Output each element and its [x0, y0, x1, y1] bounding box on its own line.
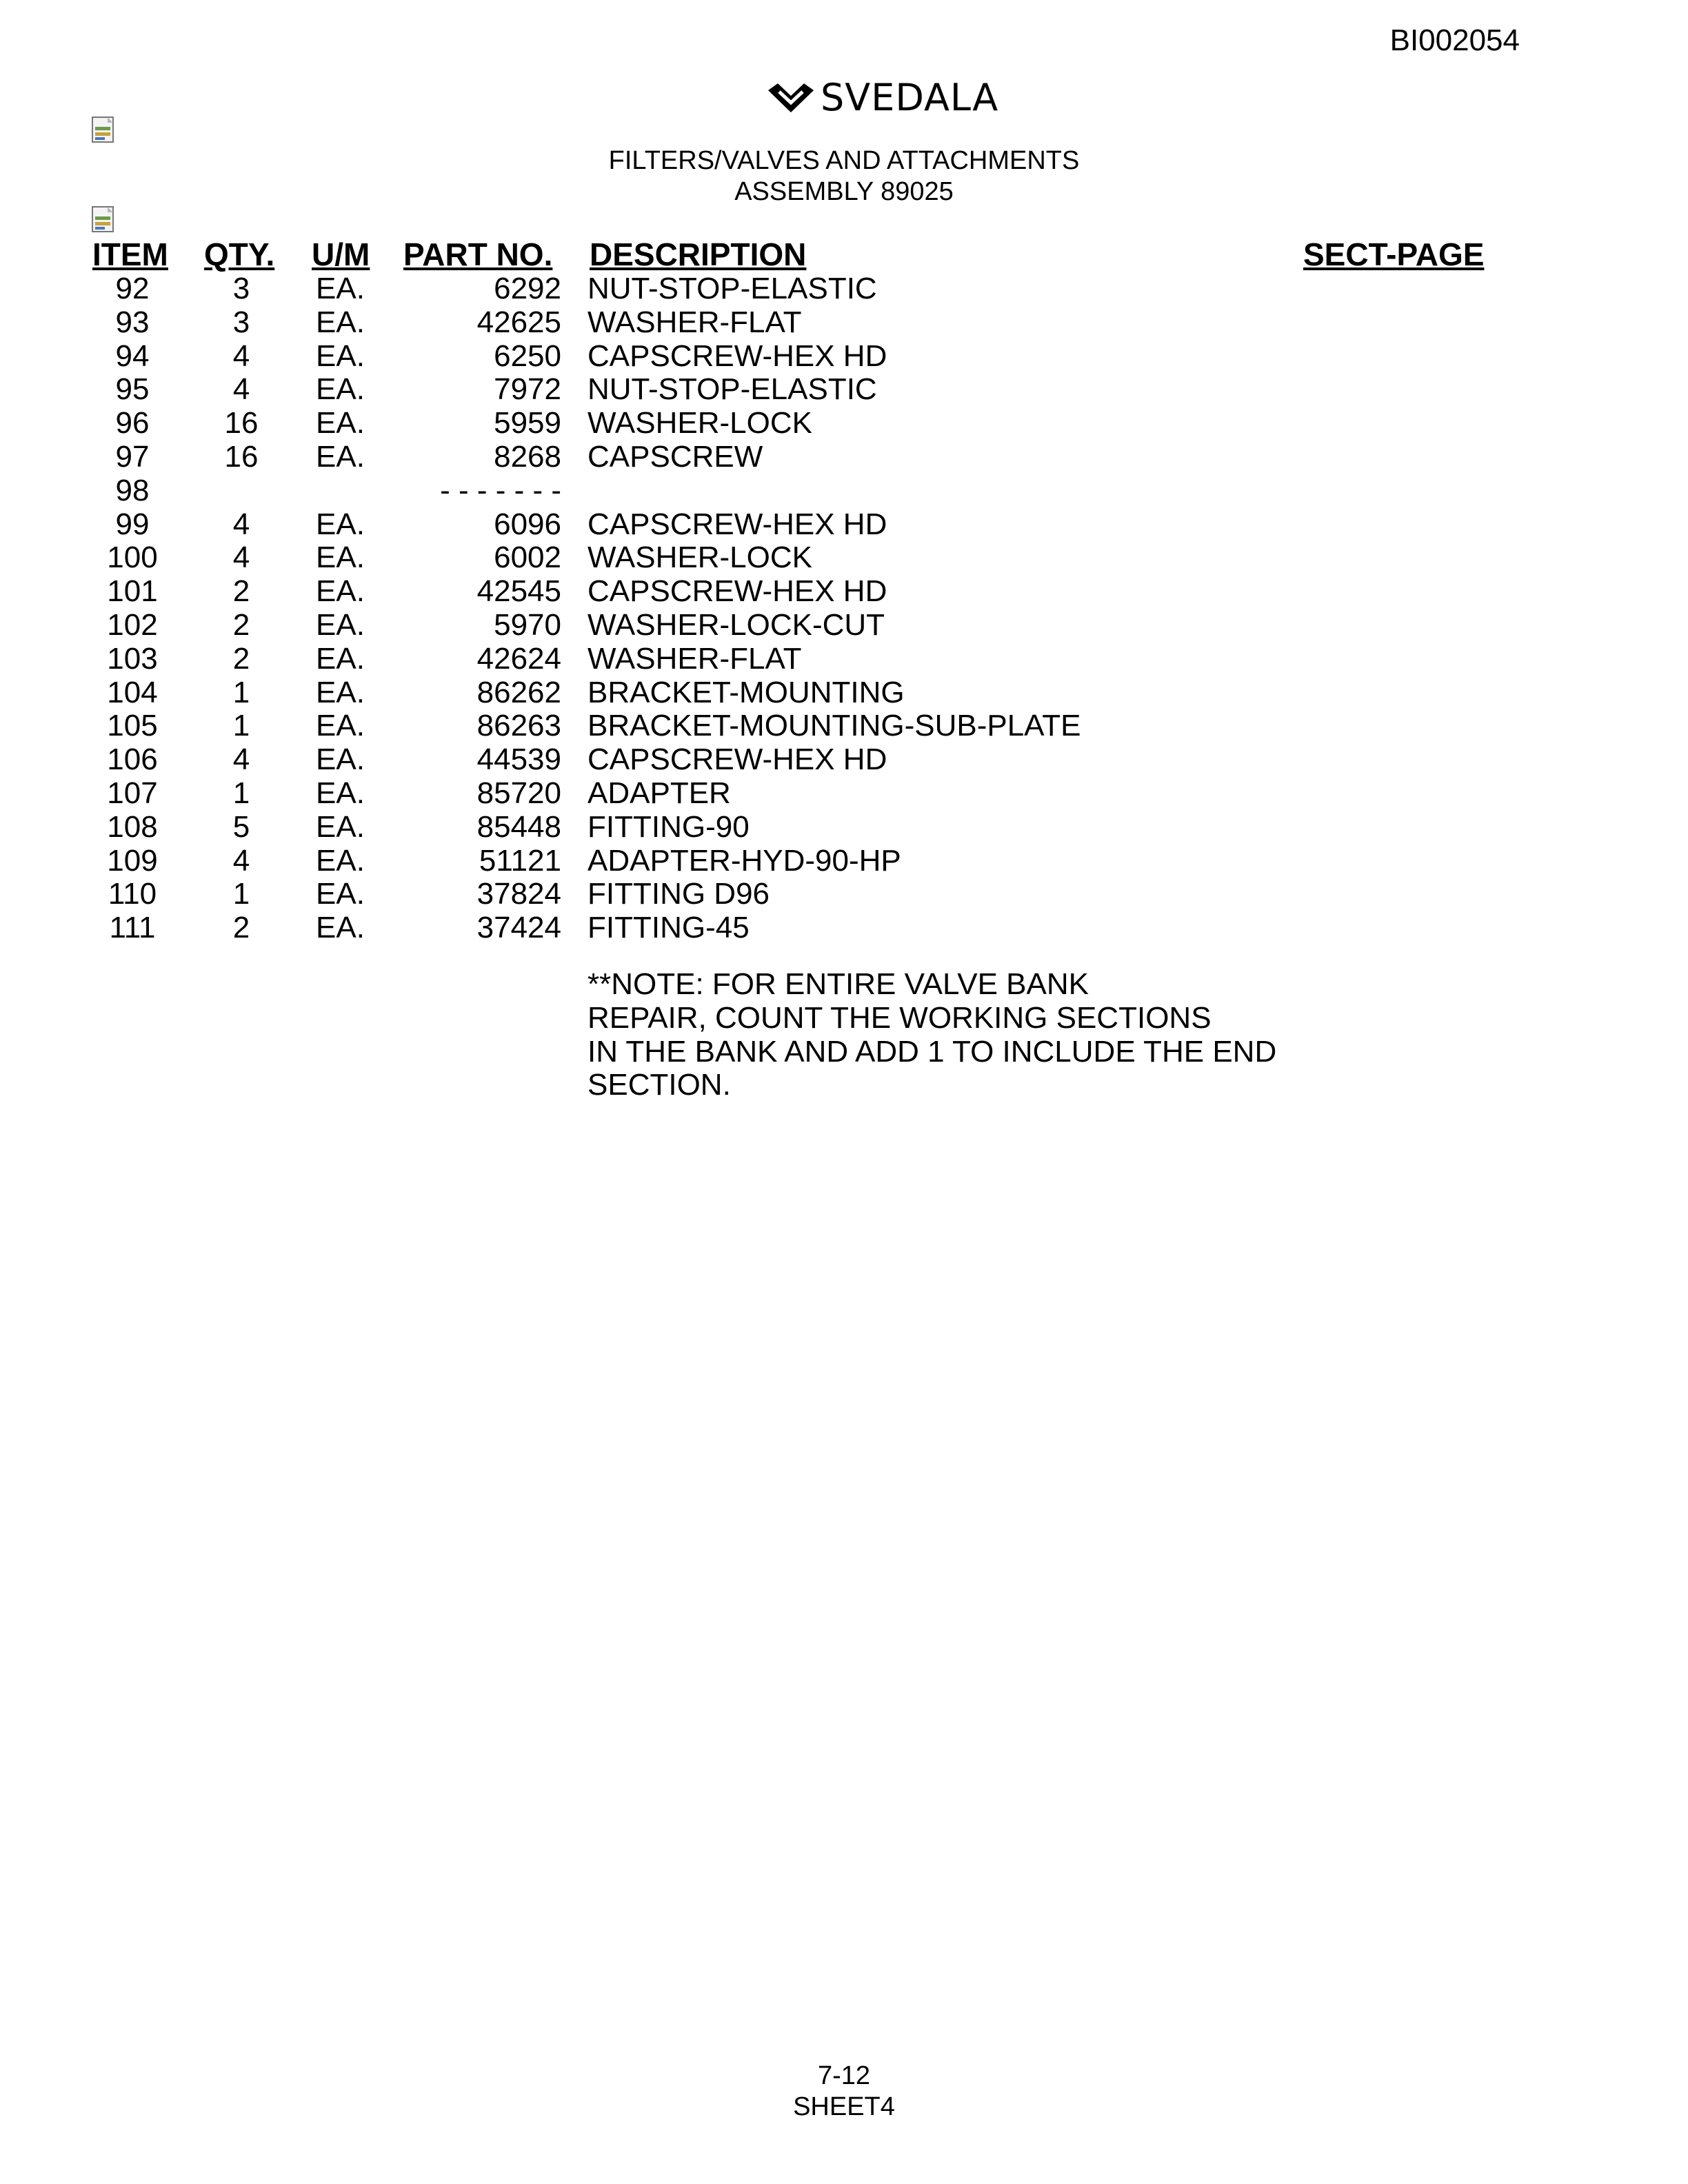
note-line: IN THE BANK AND ADD 1 TO INCLUDE THE END — [587, 1034, 1277, 1069]
note-line: REPAIR, COUNT THE WORKING SECTIONS — [587, 1000, 1212, 1035]
um-cell: EA. — [316, 742, 365, 777]
part-no-cell: 44539 — [476, 742, 561, 777]
item-cell: 103 — [107, 641, 158, 676]
um-cell: EA. — [316, 439, 365, 474]
part-no-cell: 5970 — [494, 607, 561, 642]
qty-cell: 4 — [232, 742, 250, 777]
table-row — [0, 608, 1688, 642]
qty-cell: 3 — [232, 272, 250, 305]
um-cell: EA. — [316, 272, 365, 305]
table-row — [0, 440, 1688, 474]
um-cell: EA. — [316, 877, 365, 911]
description-cell: ADAPTER — [587, 776, 731, 810]
um-cell: EA. — [316, 406, 365, 441]
qty-cell: 4 — [232, 540, 250, 575]
part-no-cell: 6096 — [494, 507, 561, 541]
table-row — [0, 372, 1688, 406]
qty-cell: 2 — [232, 911, 250, 945]
description-cell: WASHER-LOCK — [587, 540, 812, 575]
part-no-cell: 37824 — [476, 877, 561, 911]
part-no-cell: 37424 — [476, 911, 561, 945]
part-no-cell: - - - - - - - — [440, 473, 561, 507]
description-cell: WASHER-LOCK-CUT — [587, 607, 885, 642]
item-cell: 94 — [115, 338, 150, 373]
item-cell: 102 — [107, 607, 158, 642]
um-cell: EA. — [316, 540, 365, 575]
item-cell: 104 — [107, 675, 158, 709]
description-cell: NUT-STOP-ELASTIC — [587, 372, 877, 407]
table-row — [0, 272, 1688, 305]
table-row — [0, 305, 1688, 339]
item-cell: 95 — [115, 372, 150, 407]
table-row — [0, 507, 1688, 541]
um-cell: EA. — [316, 675, 365, 709]
table-row — [0, 810, 1688, 844]
table-row — [0, 709, 1688, 742]
description-cell: WASHER-FLAT — [587, 305, 802, 339]
qty-cell: 1 — [232, 709, 250, 743]
description-cell: FITTING-90 — [587, 809, 750, 844]
note-line: **NOTE: FOR ENTIRE VALVE BANK — [587, 967, 1089, 1001]
um-cell: EA. — [316, 507, 365, 541]
um-cell: EA. — [316, 305, 365, 339]
column-header-um: U/M — [312, 236, 370, 272]
um-cell: EA. — [316, 809, 365, 844]
item-cell: 97 — [115, 439, 150, 474]
part-no-cell: 42545 — [476, 574, 561, 609]
part-no-cell: 85448 — [476, 809, 561, 844]
note-block — [587, 968, 1276, 1102]
part-no-cell: 8268 — [494, 439, 561, 474]
qty-cell: 1 — [232, 877, 250, 911]
brand-name: SVEDALA — [821, 76, 999, 119]
part-no-cell: 42624 — [476, 641, 561, 676]
part-no-cell: 42625 — [476, 305, 561, 339]
description-cell: NUT-STOP-ELASTIC — [587, 272, 877, 305]
item-cell: 106 — [107, 742, 158, 777]
svedala-logo-icon — [765, 81, 816, 115]
part-no-cell: 6002 — [494, 540, 561, 575]
item-cell: 98 — [115, 473, 150, 507]
part-no-cell: 85720 — [476, 776, 561, 810]
qty-cell: 2 — [232, 607, 250, 642]
part-no-cell: 5959 — [494, 406, 561, 441]
item-cell: 92 — [115, 272, 150, 305]
qty-cell: 16 — [224, 439, 259, 474]
table-row — [0, 574, 1688, 608]
qty-cell: 4 — [232, 338, 250, 373]
assembly-number: ASSEMBLY 89025 — [734, 177, 954, 206]
table-row — [0, 406, 1688, 440]
column-header-description: DESCRIPTION — [590, 236, 807, 272]
um-cell: EA. — [316, 911, 365, 945]
part-no-cell: 7972 — [494, 372, 561, 407]
item-cell: 111 — [109, 911, 156, 945]
um-cell: EA. — [316, 843, 365, 878]
part-no-cell: 86263 — [476, 709, 561, 743]
um-cell: EA. — [316, 574, 365, 609]
item-cell: 107 — [107, 776, 158, 810]
qty-cell: 1 — [232, 675, 250, 709]
qty-cell: 5 — [232, 809, 250, 844]
qty-cell: 16 — [224, 406, 259, 441]
description-cell: FITTING-45 — [587, 911, 750, 945]
description-cell: WASHER-LOCK — [587, 406, 812, 441]
description-cell: CAPSCREW — [587, 439, 763, 474]
um-cell: EA. — [316, 607, 365, 642]
qty-cell: 3 — [232, 305, 250, 339]
description-cell: WASHER-FLAT — [587, 641, 802, 676]
column-header-sect-page: SECT-PAGE — [1303, 236, 1485, 272]
table-row — [0, 776, 1688, 810]
table-row — [0, 911, 1688, 944]
table-row — [0, 540, 1688, 574]
qty-cell: 4 — [232, 843, 250, 878]
column-header-item: ITEM — [92, 236, 168, 272]
page-number: 7-12 — [817, 2061, 871, 2090]
table-row — [0, 339, 1688, 373]
sheet-label: SHEET4 — [793, 2092, 895, 2121]
item-cell: 110 — [108, 877, 157, 911]
item-cell: 101 — [107, 574, 158, 609]
table-row — [0, 844, 1688, 878]
description-cell: CAPSCREW-HEX HD — [587, 507, 887, 541]
parts-table — [0, 272, 1688, 944]
um-cell: EA. — [316, 338, 365, 373]
column-header-qty: QTY. — [204, 236, 275, 272]
table-row — [0, 676, 1688, 709]
description-cell: BRACKET-MOUNTING-SUB-PLATE — [587, 709, 1081, 743]
description-cell: CAPSCREW-HEX HD — [587, 742, 887, 777]
part-no-cell: 86262 — [476, 675, 561, 709]
item-cell: 99 — [115, 507, 150, 541]
qty-cell: 1 — [232, 776, 250, 810]
broken-image-icon — [91, 205, 117, 234]
description-cell: ADAPTER-HYD-90-HP — [587, 843, 901, 878]
description-cell: FITTING D96 — [587, 877, 770, 911]
um-cell: EA. — [316, 776, 365, 810]
note-line: SECTION. — [587, 1068, 731, 1102]
table-row — [0, 474, 1688, 507]
um-cell: EA. — [316, 709, 365, 743]
table-row — [0, 877, 1688, 911]
description-cell: CAPSCREW-HEX HD — [587, 574, 887, 609]
um-cell: EA. — [316, 372, 365, 407]
description-cell: CAPSCREW-HEX HD — [587, 338, 887, 373]
brand-logo — [765, 76, 998, 119]
item-cell: 100 — [107, 540, 158, 575]
qty-cell: 4 — [232, 372, 250, 407]
item-cell: 105 — [107, 709, 158, 743]
table-row — [0, 642, 1688, 676]
item-cell: 109 — [107, 843, 158, 878]
page-title: FILTERS/VALVES AND ATTACHMENTS — [608, 146, 1080, 175]
item-cell: 93 — [115, 305, 150, 339]
qty-cell: 2 — [232, 574, 250, 609]
description-cell: BRACKET-MOUNTING — [587, 675, 905, 709]
qty-cell: 4 — [232, 507, 250, 541]
part-no-cell: 6250 — [494, 338, 561, 373]
table-row — [0, 742, 1688, 776]
part-no-cell: 51121 — [479, 843, 561, 878]
qty-cell: 2 — [232, 641, 250, 676]
document-id: BI002054 — [1389, 23, 1520, 57]
broken-image-icon — [91, 116, 117, 145]
item-cell: 108 — [107, 809, 158, 844]
item-cell: 96 — [115, 406, 150, 441]
um-cell: EA. — [316, 641, 365, 676]
part-no-cell: 6292 — [494, 272, 561, 305]
column-header-part-no: PART NO. — [403, 236, 553, 272]
